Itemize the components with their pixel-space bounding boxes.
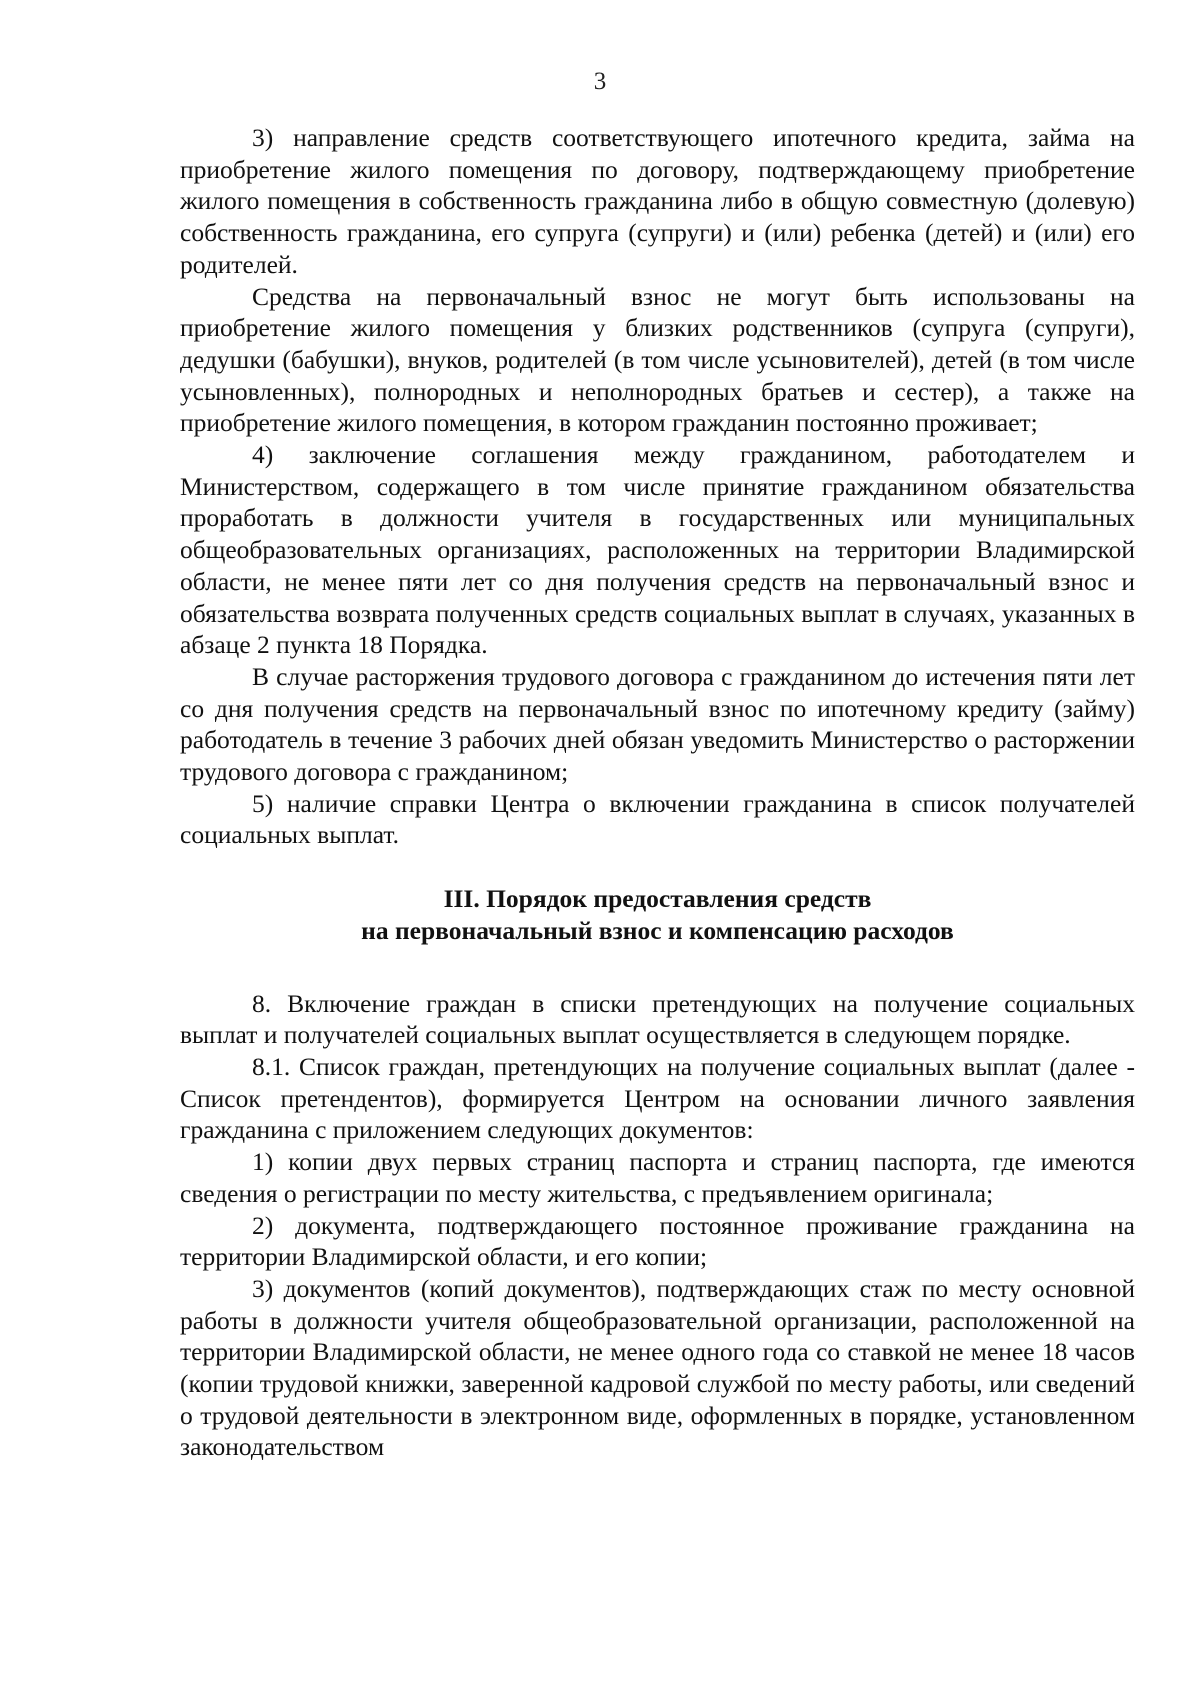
paragraph: 3) документов (копий документов), подтверждающих стаж по месту основной работы в должности учителя общеобразовательной организации, расположенной на территории Владимирской области, не менее одного года со ставкой не менее 18 часов (копии трудовой книжки, заверенной кадровой службой по месту работы, или сведений о трудовой деятельности в электронном виде, оформленных в порядке, установленном законодательством bbox=[180, 1273, 1135, 1462]
paragraph: 3) направление средств соответствующего ипотечного кредита, займа на приобретение жилого помещения по договору, подтверждающему приобретение жилого помещения в собственность гражданина либо в общую совместную (долевую) собственность гражданина, его супруга (супруги) и (или) ребенка (детей) и (или) его родителей. bbox=[180, 123, 1135, 279]
page-number: 3 bbox=[593, 68, 607, 95]
paragraph: 4) заключение соглашения между гражданином, работодателем и Министерством, содержащего в том числе принятие гражданином обязательства проработать в должности учителя в государственных или муниципальных общеобразовательных организациях, расположенных на территории Владимирской области, не менее пяти лет со дня получения средств на первоначальный взнос и обязательства возврата полученных средств социальных выплат в случаях, указанных в абзаце 2 пункта 18 Порядка. bbox=[180, 440, 1135, 660]
section-heading bbox=[180, 883, 1135, 946]
paragraph: 8.1. Список граждан, претендующих на получение социальных выплат (далее - Список претендентов), формируется Центром на основании личного заявления гражданина с приложением следующих документов: bbox=[180, 1051, 1135, 1145]
paragraph: 5) наличие справки Центра о включении гражданина в список получателей социальных выплат. bbox=[180, 788, 1135, 850]
paragraph: 2) документа, подтверждающего постоянное проживание гражданина на территории Владимирской области, и его копии; bbox=[180, 1210, 1135, 1272]
section-heading-line: на первоначальный взнос и компенсацию расходов bbox=[361, 915, 954, 945]
paragraph: 8. Включение граждан в списки претендующих на получение социальных выплат и получателей социальных выплат осуществляется в следующем порядке. bbox=[180, 988, 1135, 1050]
section-heading-line: III. Порядок предоставления средств bbox=[443, 884, 872, 914]
document-body bbox=[180, 122, 1135, 1463]
paragraph: В случае расторжения трудового договора с гражданином до истечения пяти лет со дня получения средств на первоначальный взнос по ипотечному кредиту (займу) работодатель в течение 3 рабочих дней обязан уведомить Министерство о расторжении трудового договора с гражданином; bbox=[180, 661, 1135, 787]
paragraph: Средства на первоначальный взнос не могут быть использованы на приобретение жилого помещения у близких родственников (супруга (супруги), дедушки (бабушки), внуков, родителей (в том числе усыновителей), детей (в том числе усыновленных), полнородных и неполнородных братьев и сестер), а также на приобретение жилого помещения, в котором гражданин постоянно проживает; bbox=[180, 281, 1135, 438]
paragraph: 1) копии двух первых страниц паспорта и страниц паспорта, где имеются сведения о регистрации по месту жительства, с предъявлением оригинала; bbox=[180, 1147, 1135, 1208]
